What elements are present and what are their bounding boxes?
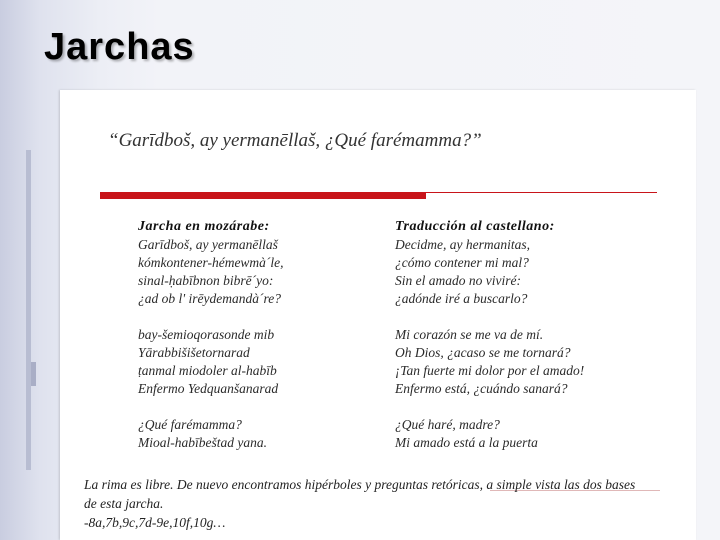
verse-line: ¿Qué haré, madre?	[395, 417, 500, 432]
mozarabic-stanza-2	[138, 326, 378, 398]
verse-line: ¿ad ob l' irēydemandà´re?	[138, 291, 281, 306]
spanish-stanza-1	[395, 236, 635, 308]
mozarabic-stanza-1	[138, 236, 378, 308]
footnote	[84, 475, 664, 532]
verse-line: Enfermo Yedquanšanarad	[138, 381, 279, 396]
spanish-heading: Traducción al castellano:	[395, 219, 555, 234]
verse-line: Yārabbišišetornarad	[138, 345, 250, 360]
verse-line: ṭanmal miodoler al-habīb	[138, 363, 277, 378]
decorative-bar	[26, 150, 31, 470]
rhyme-scheme: -8a,7b,9c,7d-9e,10f,10g…	[84, 515, 226, 530]
red-divider	[100, 192, 426, 199]
verse-line: Mioal-habībeštad yana.	[138, 435, 267, 450]
verse-line: ¿adónde iré a buscarlo?	[395, 291, 528, 306]
verse-line: ¿cómo contener mi mal?	[395, 255, 529, 270]
spanish-stanza-2	[395, 326, 635, 398]
spanish-column	[395, 218, 635, 452]
document-image	[60, 90, 696, 540]
spanish-stanza-3	[395, 416, 635, 452]
decorative-bar-accent	[31, 362, 36, 386]
verse-line: Enfermo está, ¿cuándo sanará?	[395, 381, 568, 396]
verse-line: Decidme, ay hermanitas,	[395, 237, 530, 252]
verse-line: kómkontener-hémewmà´le,	[138, 255, 284, 270]
verse-line: ¿Qué farémamma?	[138, 417, 242, 432]
footnote-line: de esta jarcha.	[84, 496, 164, 511]
mozarabic-heading: Jarcha en mozárabe:	[138, 219, 270, 234]
verse-line: Oh Dios, ¿acaso se me tornará?	[395, 345, 571, 360]
mozarabic-stanza-3	[138, 416, 378, 452]
verse-line: Garīdboš, ay yermanēllaš	[138, 237, 278, 252]
verse-line: bay-šemioqorasonde mib	[138, 327, 275, 342]
verse-line: Sin el amado no viviré:	[395, 273, 521, 288]
verse-line: Mi corazón se me va de mí.	[395, 327, 544, 342]
verse-line: ¡Tan fuerte mi dolor por el amado!	[395, 363, 585, 378]
mozarabic-column	[138, 218, 378, 452]
slide-title: Jarchas	[44, 26, 195, 68]
verse-line: Mi amado está a la puerta	[395, 435, 538, 450]
jarcha-quote: “Garīdboš, ay yermanēllaš, ¿Qué farémamma?”	[108, 130, 482, 151]
thin-divider	[426, 192, 657, 193]
verse-line: sinal-ḥabībnon bibrē´yo:	[138, 273, 274, 288]
footnote-line: La rima es libre. De nuevo encontramos hipérboles y preguntas retóricas, a simple vista las dos bases	[84, 477, 636, 492]
